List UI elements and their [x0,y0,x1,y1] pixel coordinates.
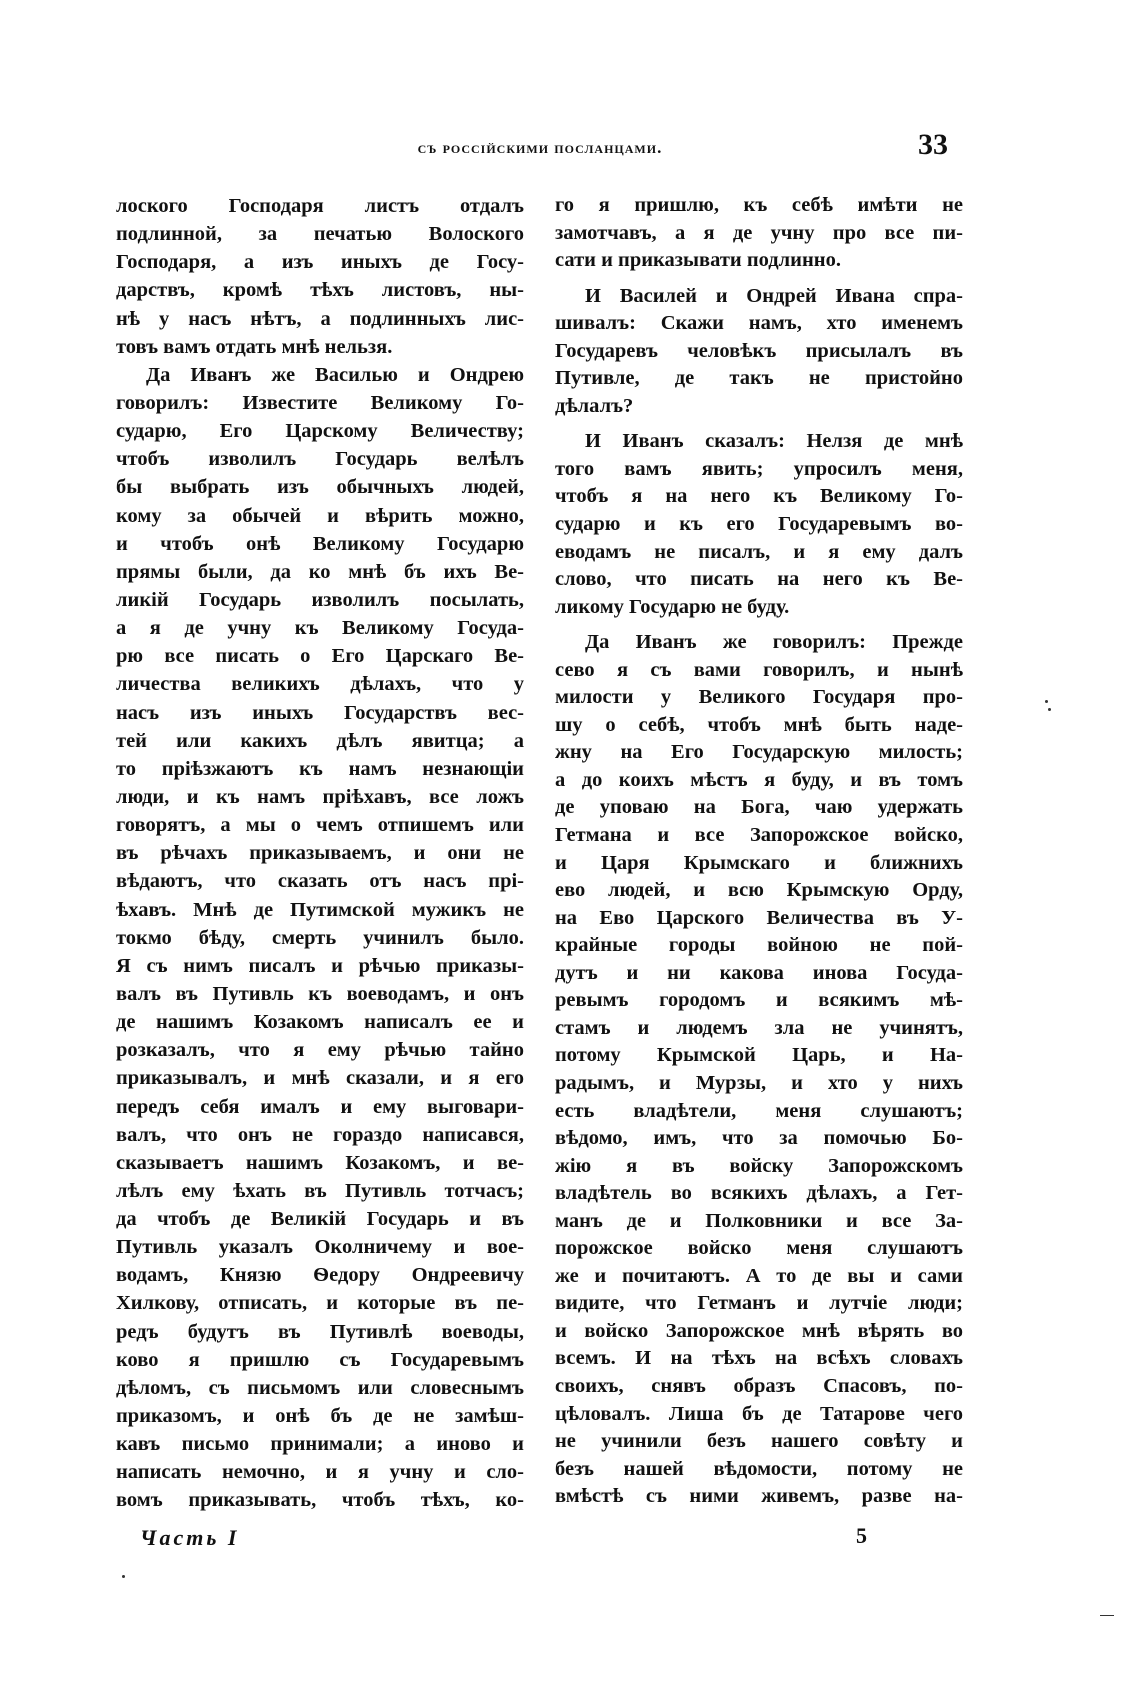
text-line: порожское войско меня слушаютъ [555,1237,963,1260]
text-line: дарствъ, кромѣ тѣхъ листовъ, ны- [116,279,524,302]
paragraph [116,192,524,361]
text-line: де уповаю на Бога, чаю удержать [555,796,963,819]
text-line: нѣ у насъ нѣтъ, а подлинныхъ лис- [116,307,524,330]
text-line: крайные городы войною не пой- [555,934,963,957]
scan-speck [122,1575,125,1578]
text-line: товъ вамъ отдать мнѣ нельзя. [116,335,393,358]
text-line: а я де учну къ Великому Госуда- [116,617,524,640]
text-line: Гетмана и все Запорожское войско, [555,824,963,847]
text-line: ревымъ городомъ и всякимъ мѣ- [555,989,963,1012]
text-line: Путивль указалъ Околничему и вое- [116,1236,524,1259]
text-line: чтобъ изволилъ Государь велѣлъ [116,448,524,471]
text-line: передъ себя ималъ и ему выговари- [116,1095,524,1118]
text-line: редъ будутъ въ Путивлѣ воеводы, [116,1320,524,1343]
text-line: вомъ приказывать, чтобъ тѣхъ, ко- [116,1489,524,1512]
text-line: потому Крымской Царь, и На- [555,1044,963,1067]
text-line: же и почитаютъ. А то де вы и сами [555,1264,963,1287]
text-line: токмо бѣду, смерть учинилъ было. [116,926,524,949]
text-line: говорятъ, а мы о чемъ отпишемъ или [116,814,524,837]
text-line: милости у Великого Государя про- [555,686,963,709]
text-line: ево людей, и всю Крымскую Орду, [555,879,963,902]
text-line: кавъ письмо принимали; а иново и [116,1433,524,1456]
text-line: И Василей и Ондрей Ивана спра- [585,284,963,307]
text-line: вѣдомо, имъ, что за помочью Бо- [555,1127,963,1150]
text-line: сево я съ вами говорилъ, и нынѣ [555,658,963,681]
text-line: Путивле, де такъ не пристойно [555,367,963,390]
text-line: бы выбрать изъ обычныхъ людей, [116,476,524,499]
text-line: валъ въ Путивль къ воеводамъ, и онъ [116,982,524,1005]
text-line: ликій Государь изволилъ посылать, [116,588,524,611]
scan-speck [1045,700,1048,703]
text-line: Хилкову, отписать, и которые въ пе- [116,1292,524,1315]
text-line: кому за обычей и вѣрить можно, [116,504,524,527]
text-line: радымъ, и Мурзы, и хто у нихъ [555,1071,963,1094]
text-line: Я съ нимъ писалъ и рѣчью приказы- [116,954,524,977]
text-column-right [555,192,963,1511]
text-line: лѣлъ ему ѣхать въ Путивль тотчасъ; [116,1179,524,1202]
text-line: еводамъ не писалъ, и я ему далъ [555,540,963,563]
text-line: манъ де и Полковники и все За- [555,1209,963,1232]
text-line: замотчавъ, а я де учну про все пи- [555,221,963,244]
text-line: написать немочно, и я учну и сло- [116,1461,524,1484]
text-line: чтобъ я на него къ Великому Го- [555,485,963,508]
text-line: своихъ, снявъ образъ Спасовъ, по- [555,1374,963,1397]
text-line: насъ изъ иныхъ Государствъ вес- [116,701,524,724]
text-line: сати и приказывати подлинно. [555,249,841,272]
text-line: говорилъ: Известите Великому Го- [116,391,524,414]
text-line: де нашимъ Козакомъ написалъ ее и [116,1011,524,1034]
text-line: рю все писать о Его Царскаго Ве- [116,645,524,668]
paragraph [555,629,963,1511]
text-line: Государевъ человѣкъ присылалъ въ [555,339,963,362]
text-line: тей или какихъ дѣлъ явитца; а [116,729,524,752]
text-line: ликому Государю не буду. [555,595,790,618]
text-line: жну на Его Государскую милость; [555,741,963,764]
text-line: видите, что Гетманъ и лутчіе люди; [555,1292,963,1315]
text-line: того вамъ явить; упросилъ меня, [555,457,963,480]
footer-signature: Часть I [140,1525,240,1550]
text-line: цѣловалъ. Лиша бъ де Татарове чего [555,1402,963,1425]
text-line: безъ нашей вѣдомости, потому не [555,1457,963,1480]
text-line: дѣлалъ? [555,394,634,417]
text-line: лоского Господаря листъ отдалъ [116,195,524,217]
text-line: И Иванъ сказалъ: Нелзя де мнѣ [585,430,963,453]
text-line: приказывалъ, и мнѣ сказали, и я его [116,1067,524,1090]
text-line: въ рѣчахъ приказываемъ, и они не [116,842,524,865]
text-line: приказомъ, и онѣ бъ де не замѣш- [116,1405,524,1428]
text-line: дѣломъ, съ письмомъ или словеснымъ [116,1376,524,1399]
text-line: Да Иванъ же Василью и Ондрею [146,363,524,386]
text-line: и Царя Крымскаго и ближнихъ [555,851,963,874]
text-line: подлинной, за печатью Волоского [116,223,524,246]
text-line: водамъ, Князю Ѳедору Ондреевичу [116,1264,524,1287]
text-line: дутъ и ни какова инова Госуда- [555,961,963,984]
text-line: стамъ и людемъ зла не учинятъ, [555,1016,963,1039]
text-line: Господаря, а изъ иныхъ де Госу- [116,251,524,274]
text-line: личества великихъ дѣлахъ, что у [116,673,524,696]
text-line: прямы были, да ко мнѣ бъ ихъ Ве- [116,560,524,583]
paragraph [555,192,963,275]
text-line: и войско Запорожское мнѣ вѣрять во [555,1319,963,1342]
text-line: розказалъ, что я ему рѣчью тайно [116,1039,524,1062]
text-line: не учинили безъ нашего совѣту и [555,1430,963,1453]
text-line: жію я въ войску Запорожскомъ [555,1154,963,1177]
text-line: а до коихъ мѣстъ я буду, и въ томъ [555,768,963,791]
text-line: сударю и къ его Государевымъ во- [555,513,963,536]
text-line: вмѣстѣ съ ними живемъ, разве на- [555,1485,963,1508]
text-line: всемъ. И на тѣхъ на всѣхъ словахъ [555,1347,963,1370]
paragraph [555,283,963,421]
scan-speck [1048,708,1051,711]
text-line: го я пришлю, къ себѣ имѣти не [555,194,963,216]
paragraph [116,361,524,1515]
text-line: Да Иванъ же говорилъ: Прежде [585,631,963,654]
text-line: сударю, Его Царскому Величеству; [116,420,524,443]
text-line: сказываетъ нашимъ Козакомъ, и ве- [116,1151,524,1174]
text-line: владѣтель во всякихъ дѣлахъ, а Гет- [555,1182,963,1205]
scan-speck [1100,1615,1114,1616]
text-line: шивалъ: Скажи намъ, хто именемъ [555,312,963,335]
text-line: слово, что писать на него къ Ве- [555,568,963,591]
text-line: и чтобъ онѣ Великому Государю [116,532,524,555]
text-line: ково я пришлю съ Государевымъ [116,1348,524,1371]
text-line: шу о себѣ, чтобъ мнѣ быть наде- [555,713,963,736]
text-line: то пріѣзжаютъ къ намъ незнающіи [116,757,524,780]
paragraph [555,428,963,621]
text-line: валъ, что онъ не гораздо написався, [116,1123,524,1146]
text-line: есть владѣтели, меня слушаютъ; [555,1099,963,1122]
text-line: на Ево Царского Величества въ У- [555,906,963,929]
running-head: съ россійскими посланцами. [417,138,663,157]
footer-signature-mark: 5 [856,1523,867,1548]
text-column-left [116,192,524,1515]
text-line: люди, и къ намъ пріѣхавъ, все ложъ [116,785,524,808]
text-line: вѣдаютъ, что сказать отъ насъ прі- [116,870,524,893]
text-line: да чтобъ де Великій Государь и въ [116,1208,524,1231]
text-line: ѣхавъ. Мнѣ де Путимской мужикъ не [116,898,524,921]
page-number: 33 [918,128,948,161]
